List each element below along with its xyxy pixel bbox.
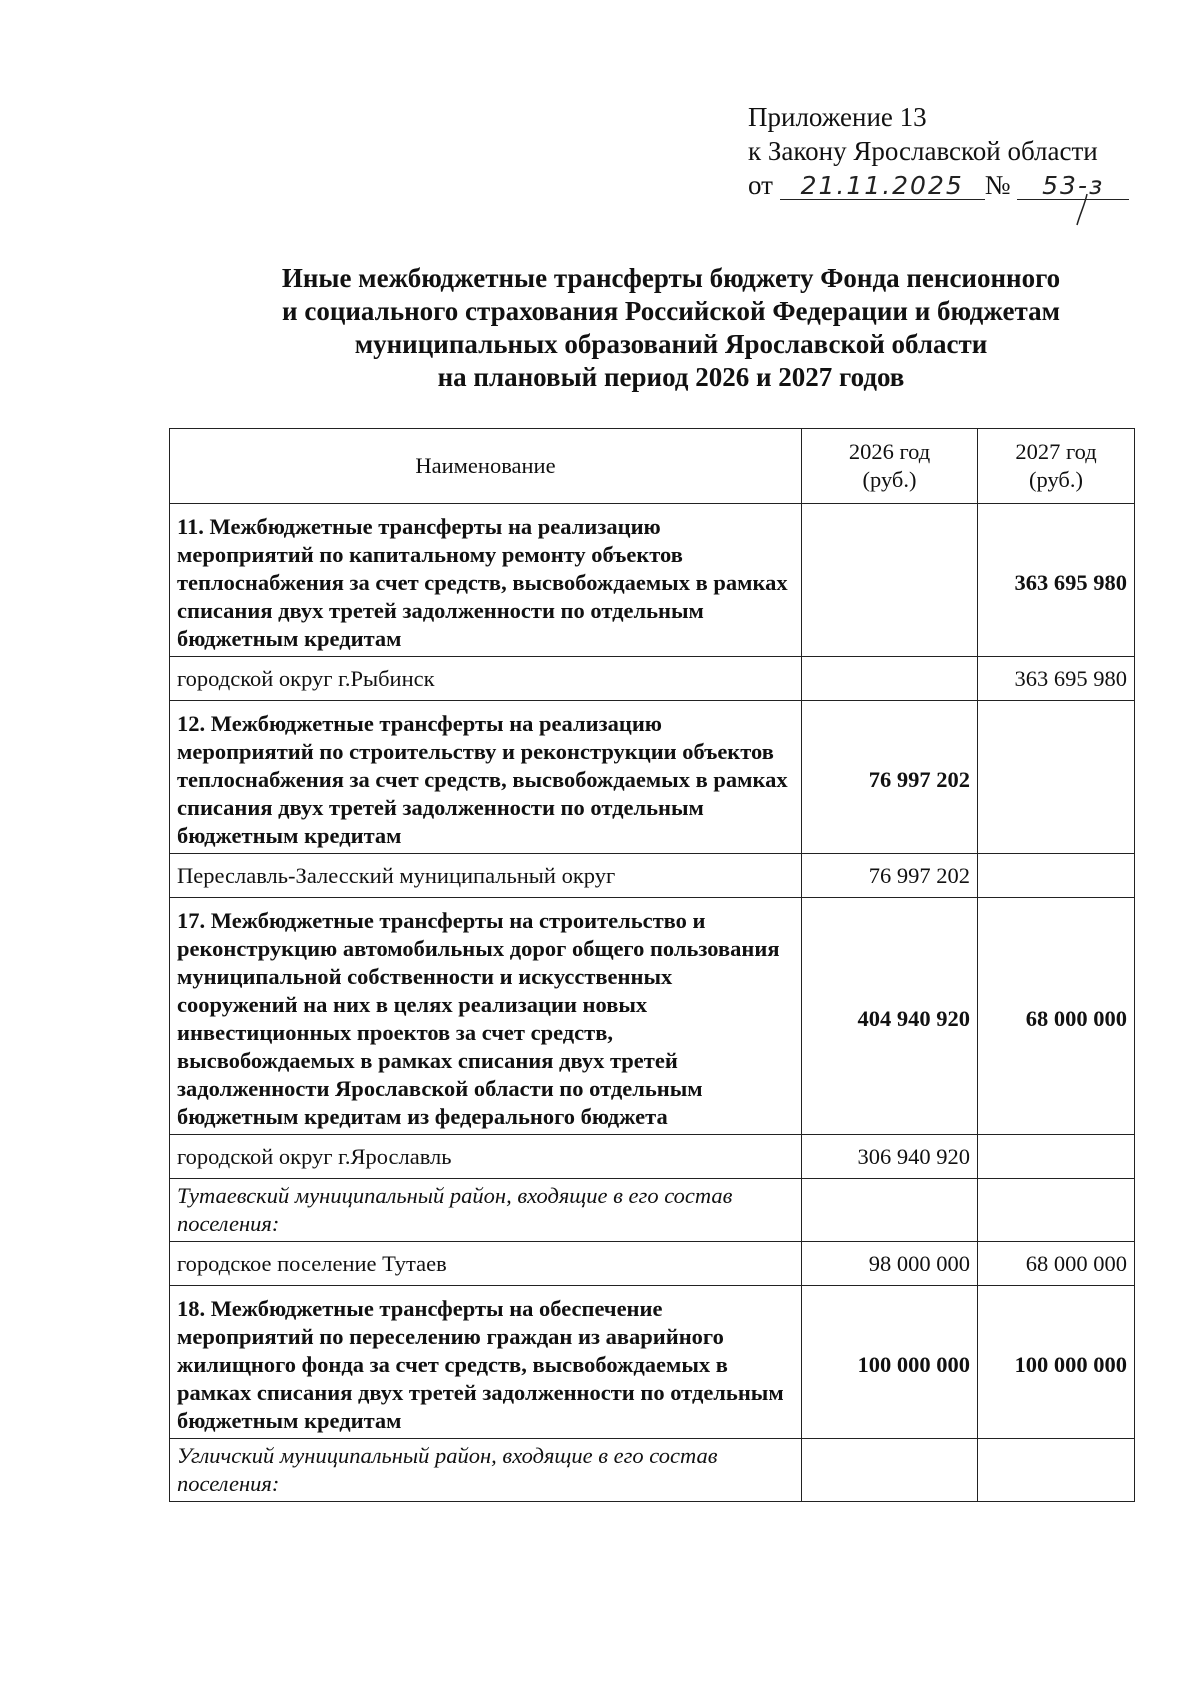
row-name: 12. Межбюджетные трансферты на реализацию мероприятий по строительству и реконструкции объектов теплоснабжения за счет средств, высвобождаемых в рамках списания двух третей задолженности по отдельным бюджетным кредитам xyxy=(170,701,802,854)
table-row xyxy=(170,1242,1135,1286)
title-line-4: на плановый период 2026 и 2027 годов xyxy=(437,362,905,392)
table-row xyxy=(170,1286,1135,1439)
row-2027 xyxy=(978,701,1135,854)
header-2026-year: 2026 год (руб.) xyxy=(848,439,931,492)
row-name: городской округ г.Ярославль xyxy=(170,1135,802,1179)
row-name: 18. Межбюджетные трансферты на обеспечение мероприятий по переселению граждан из аварийного жилищного фонда за счет средств, высвобождаемых в рамках списания двух третей задолженности по отдельным бюджетным кредитам xyxy=(170,1286,802,1439)
row-2026: 404 940 920 xyxy=(802,898,978,1135)
row-2027 xyxy=(978,1179,1135,1242)
table-row xyxy=(170,1135,1135,1179)
document-title xyxy=(160,262,1182,394)
row-2027: 68 000 000 xyxy=(978,1242,1135,1286)
table-row xyxy=(170,504,1135,657)
table-row xyxy=(170,657,1135,701)
header-2026 xyxy=(802,429,978,504)
row-name: Тутаевский муниципальный район, входящие в его состав поселения: xyxy=(170,1179,802,1242)
row-2027: 100 000 000 xyxy=(978,1286,1135,1439)
handwriting-stroke xyxy=(1075,192,1089,228)
row-2026: 306 940 920 xyxy=(802,1135,978,1179)
title-line-1: Иные межбюджетные трансферты бюджету Фонда пенсионного xyxy=(281,263,1061,293)
row-2027 xyxy=(978,1135,1135,1179)
handwritten-date: 21.11.2025 xyxy=(780,169,985,203)
appendix-header xyxy=(748,100,1148,203)
row-name: городское поселение Тутаев xyxy=(170,1242,802,1286)
title-line-2: и социального страхования Российской Федерации и бюджетам xyxy=(282,296,1060,326)
header-name: Наименование xyxy=(170,429,802,504)
row-2027: 363 695 980 xyxy=(978,657,1135,701)
row-2026: 98 000 000 xyxy=(802,1242,978,1286)
row-2026 xyxy=(802,1179,978,1242)
row-name: городской округ г.Рыбинск xyxy=(170,657,802,701)
handwritten-law-number: 53-з xyxy=(1017,169,1129,203)
row-2026: 76 997 202 xyxy=(802,854,978,898)
table-row xyxy=(170,1179,1135,1242)
table-row xyxy=(170,701,1135,854)
row-name: Угличский муниципальный район, входящие в его состав поселения: xyxy=(170,1439,802,1502)
row-2027: 363 695 980 xyxy=(978,504,1135,657)
law-reference: к Закону Ярославской области xyxy=(748,136,1098,166)
row-2026: 100 000 000 xyxy=(802,1286,978,1439)
from-prefix: от xyxy=(748,170,773,200)
table-row xyxy=(170,1439,1135,1502)
title-line-3: муниципальных образований Ярославской области xyxy=(354,329,988,359)
number-sign: № xyxy=(984,170,1011,200)
row-name: Переславль-Залесский муниципальный округ xyxy=(170,854,802,898)
row-2026 xyxy=(802,657,978,701)
row-name: 17. Межбюджетные трансферты на строительство и реконструкцию автомобильных дорог общего пользования муниципальной собственности и искусственных сооружений на них в целях реализации новых инвестиционных проектов за счет средств, высвобождаемых в рамках списания двух третей задолженности Ярославской области по отдельным бюджетным кредитам из федерального бюджета xyxy=(170,898,802,1135)
table-header-row xyxy=(170,429,1135,504)
row-2027 xyxy=(978,854,1135,898)
row-2026 xyxy=(802,504,978,657)
row-name: 11. Межбюджетные трансферты на реализацию мероприятий по капитальному ремонту объектов теплоснабжения за счет средств, высвобождаемых в рамках списания двух третей задолженности по отдельным бюджетным кредитам xyxy=(170,504,802,657)
header-2027-year: 2027 год (руб.) xyxy=(1015,439,1097,492)
table-row xyxy=(170,854,1135,898)
row-2027 xyxy=(978,1439,1135,1502)
appendix-label: Приложение 13 xyxy=(748,102,927,132)
row-2027: 68 000 000 xyxy=(978,898,1135,1135)
header-2027 xyxy=(978,429,1135,504)
row-2026: 76 997 202 xyxy=(802,701,978,854)
table-row xyxy=(170,898,1135,1135)
row-2026 xyxy=(802,1439,978,1502)
transfers-table xyxy=(169,428,1135,1502)
